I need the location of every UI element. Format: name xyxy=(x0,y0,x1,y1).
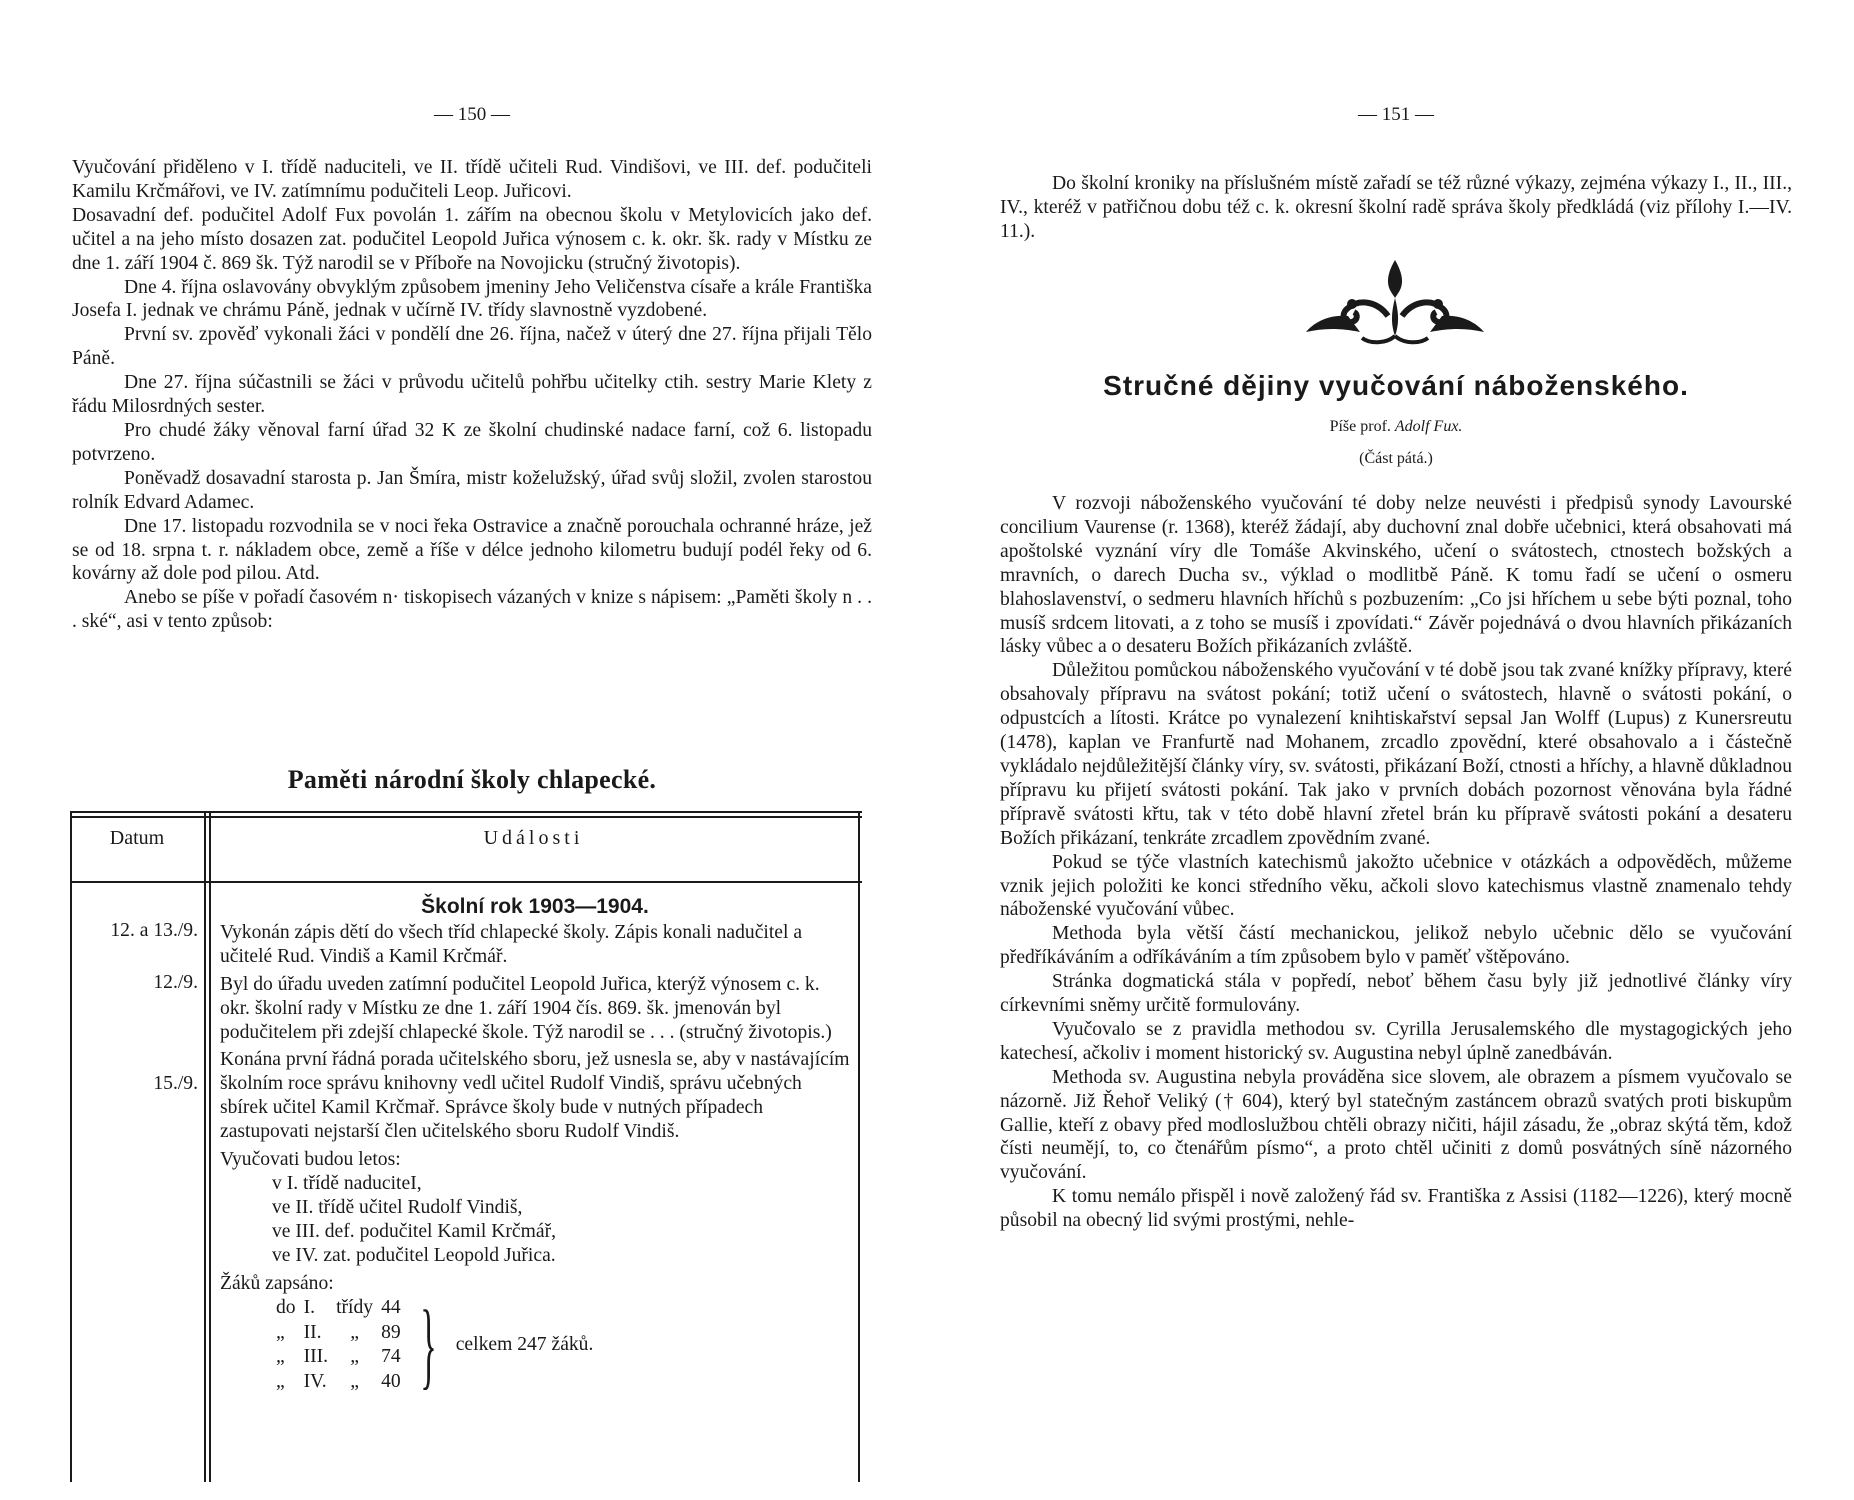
ornament-vignette xyxy=(1300,258,1490,350)
pupils-class: I. xyxy=(303,1297,316,1318)
paragraph: Methoda byla větší částí mechanickou, jelikož nebylo učebnic dělo se vyučování předříkáváním a odříkáváním a tím způsobem bylo v paměť vštěpováno. xyxy=(1000,923,1792,969)
pupils-word: „ xyxy=(350,1321,359,1343)
author-prefix: Píše prof. xyxy=(1329,418,1391,435)
page-number-right: — 151 — xyxy=(1358,104,1434,125)
paragraph: Vyučování přiděleno v I. třídě naduciteli, ve II. třídě učiteli Rud. Vindišovi, ve III. def. podučiteli Kamilu Krčmářovi, ve IV. zatímnímu podučiteli Leop. Juřicovi. xyxy=(72,157,872,202)
teachers-intro: Vyučovati budou letos: xyxy=(220,1149,401,1171)
event-entry: Konána první řádná porada učitelského sboru, jež usnesla se, aby v nastávajícím školním roce správu knihovny vedl učitel Rudolf Vindiš, správu učebných sbírek učitel Kamil Krčmař. Správce školy bude v nutných případech zastupovati nejstarší člen učitelského sboru Rudolf Vindiš. xyxy=(220,1049,850,1143)
paragraph: Pro chudé žáky věnoval farní úřad 32 K ze školní chudinské nadace farní, což 6. listopadu potvrzeno. xyxy=(72,419,872,465)
pupils-count: 89 xyxy=(381,1321,401,1343)
events-column xyxy=(220,895,850,1399)
paragraph: Důležitou pomůckou náboženského vyučování v té době jsou tak zvané knížky přípravy, které obsahovaly přípravu na svátost pokání; totiž učení o svátostech, hlavně o svátosti pokání, o odpustcích a lítosti. Krátce po vynalezení knihtiskařství sepsal Jan Wolff (Lupus) z Kunersreutu (1478), kaplan ve Franfurtě nad Mohanem, zrcadlo zpovědní, které obsahovalo a i částečně vykládalo nejdůležitější články víry, sv. svátosti, přikázaní Boží, ctnosti a hříchy, a hlavně důkladnou přípravu ku přijetí svátosti pokání. Tak jako v prvních dobách pozornost věnována byla řádné přípravě svátosti křtu, tak v této době hlavní zřetel brán ku přípravě svátosti pokání a desateru Božích přikázaní, tenkráte zrcadlem zpovědním zvané. xyxy=(1000,660,1792,849)
pupils-prefix: „ xyxy=(276,1346,285,1367)
pupils-word: třídy xyxy=(336,1297,374,1318)
paragraph: Pokud se týče vlastních katechismů jakožto učebnice v otázkách a odpověděch, můžeme vznik jejich položiti ke konci středního věku, ačkoli slovo katechismus vlastně znamenalo tehdy náboženské vyučování vůbec. xyxy=(1000,851,1792,921)
pupils-word: „ xyxy=(350,1346,359,1367)
column-header-date: Datum xyxy=(109,827,165,849)
paragraph: Anebo se píše v pořadí časovém n· tiskopisech vázaných v knize s nápisem: „Paměti školy n . . . ské“, asi v tento způsob: xyxy=(72,587,872,633)
paragraph: Dne 4. října oslavovány obvyklým způsobem jmeniny Jeho Veličenstva císaře a krále Františka Josefa I. jednak ve chrámu Páně, jednak v učírně IV. třídy slavnostně vyzdobené. xyxy=(72,276,872,322)
paragraph: Poněvadž dosavadní starosta p. Jan Šmíra, mistr koželužský, úřad svůj složil, zvolen starostou rolník Edvard Adamec. xyxy=(72,467,872,513)
pupils-word: „ xyxy=(350,1370,359,1392)
teacher-line: ve IV. zat. podučitel Leopold Juřica. xyxy=(272,1244,556,1266)
paragraph: Vyučovalo se z pravidla methodou sv. Cyrilla Jerusalemského dle mystagogických jeho katechesí, ačkoliv i moment historický sv. Augustina nebyl úplně zanedbáván. xyxy=(1000,1018,1792,1064)
pupils-total: celkem 247 žáků. xyxy=(455,1333,594,1355)
events-table xyxy=(70,803,862,1500)
pupils-count: 44 xyxy=(381,1297,401,1318)
pupils-class: III. xyxy=(303,1346,329,1367)
left-body-text xyxy=(72,156,872,634)
pupils-count: 74 xyxy=(381,1346,401,1367)
paragraph: V rozvoji náboženského vyučování té doby nelze neuvésti i předpisů synody Lavourské concilium Vaurense (r. 1368), kteréž žádají, aby duchovní znal dobře učebnici, která obsahovati má apoštolské vyznání víry dle Tomáše Akvinského, učení o svátostech, ctnostech božských a mravních, o darech Ducha sv., výklad o modlitbě Páně. K tomu řadí se učení o osmeru blahoslavenství, o sedmeru hlavních hříchů s pozbuzením: „Co jsi hříchem u sebe býti poznal, toho musíš srdcem litovati, a z toho se musíš i zpovídati.“ Závěr pojednává o dvou hlavních přikázaních lásky vůbec a o desateru Božích přikázaních zvláště. xyxy=(1000,493,1792,658)
pupils-prefix: „ xyxy=(276,1370,285,1392)
pupils-count: 40 xyxy=(381,1370,401,1392)
paragraph: Dne 17. listopadu rozvodnila se v noci řeka Ostravice a značně porouchala ochranné hráze, jež se od 18. srpna t. r. nákladem obce, země a říše v délce jednoho kilometru budují podél řeky od 6. kovárny až dole pod pilou. Atd. xyxy=(72,515,872,585)
author-name: Adolf Fux. xyxy=(1394,418,1463,435)
table-right-rule xyxy=(858,811,860,1482)
column-header-events: Události xyxy=(483,827,584,849)
school-year-heading: Školní rok 1903—1904. xyxy=(421,895,649,918)
paragraph: K tomu nemálo přispěl i nově založený řád sv. Františka z Assisi (1182—1226), který mocně působil na obecný lid svými prostými, nehle- xyxy=(1000,1186,1792,1232)
article-title: Stručné dějiny vyučování náboženského. xyxy=(1103,370,1689,401)
table-top-rule-double xyxy=(70,816,862,818)
table-column-rule xyxy=(204,811,206,1482)
pupils-class: II. xyxy=(303,1321,322,1343)
paragraph: Stránka dogmatická stála v popředí, neboť během času byly již jednotlivé články víry církevními sněmy určitě formulovány. xyxy=(1000,971,1792,1017)
pupils-table xyxy=(272,1290,597,1399)
paragraph: Do školní kroniky na příslušném místě zařadí se též různé výkazy, zejména výkazy I., II., III., IV., kteréž v patřičnou dobu též c. k. okresní školní radě správa školy předkládá (viz přílohy I.—IV. 11.). xyxy=(1000,173,1792,242)
teacher-line: ve III. def. podučitel Kamil Krčmář, xyxy=(272,1220,556,1242)
pupils-prefix: do xyxy=(276,1297,296,1318)
pupils-intro: Žáků zapsáno: xyxy=(220,1272,334,1294)
paragraph: Dosavadní def. podučitel Adolf Fux povolán 1. zářím na obecnou školu v Metylovicích jako def. učitel a na jeho místo dosazen zat. podučitel Leopold Juřica výnosem c. k. okr. šk. rady v Místku ze dne 1. září 1904 č. 869 šk. Týž narodil se v Příboře na Novojicku (stručný životopis). xyxy=(72,204,872,274)
paragraph: První sv. zpověď vykonali žáci v pondělí dne 26. října, načež v úterý dne 27. října přijali Tělo Páně. xyxy=(72,324,872,370)
page-number-left: — 150 — xyxy=(434,104,510,125)
paragraph: Dne 27. října súčastnili se žáci v průvodu učitelů pohřbu učitelky ctih. sestry Marie Klety z řádu Milosrdných sester. xyxy=(72,372,872,418)
brace-glyph: } xyxy=(419,1290,437,1399)
left-page xyxy=(72,0,872,1500)
table-left-rule xyxy=(70,811,72,1482)
teacher-line: ve II. třídě učitel Rudolf Vindiš, xyxy=(272,1196,523,1218)
event-entry: Vykonán zápis dětí do všech tříd chlapecké školy. Zápis konali nadučitel a učitelé Rud. Vindiš a Kamil Krčmář. xyxy=(220,921,803,967)
event-date: 15./9. xyxy=(153,1073,198,1094)
event-entry: Byl do úřadu uveden zatímní podučitel Leopold Juřica, kterýž výnosem c. k. okr. školní rady v Místku ze dne 1. září 1904 čís. 869. šk. jmenován byl podučitelem při zdejší chlapecké škole. Týž narodil se . . . (stručný životopis.) xyxy=(220,973,832,1043)
right-page xyxy=(1000,0,1792,1500)
teacher-line: v I. třídě naduciteI, xyxy=(272,1172,422,1194)
paragraph: Methoda sv. Augustina nebyla prováděna sice slovem, ale obrazem a písmem vyučovalo se názorně. Již Řehoř Veliký († 604), který byl statečným zastáncem obrazů svatých proti biskupům Gallie, kteří z obavy před modloslužbou chtěli obrazy ničiti, hájil zásadu, že „obraz skýtá těm, kdož čísti neumějí, to, co čtenářům písmo“, a proto chtěl učiniti z domů posvátných síně názorného vyučování. xyxy=(1000,1066,1792,1184)
table-top-rule xyxy=(70,811,862,813)
right-body-text xyxy=(1000,492,1792,1233)
event-date: 12. a 13./9. xyxy=(110,920,198,941)
chronicle-heading: Paměti národní školy chlapecké. xyxy=(287,765,657,794)
article-part: (Část pátá.) xyxy=(1359,450,1433,467)
table-header-rule xyxy=(70,881,862,883)
pupils-row xyxy=(272,1296,597,1321)
article-author xyxy=(1000,418,1792,436)
pupils-class: IV. xyxy=(303,1370,327,1392)
pupils-prefix: „ xyxy=(276,1321,285,1343)
event-date: 12./9. xyxy=(153,972,198,993)
table-column-rule-double xyxy=(209,811,211,1482)
right-intro-text xyxy=(1000,172,1792,244)
